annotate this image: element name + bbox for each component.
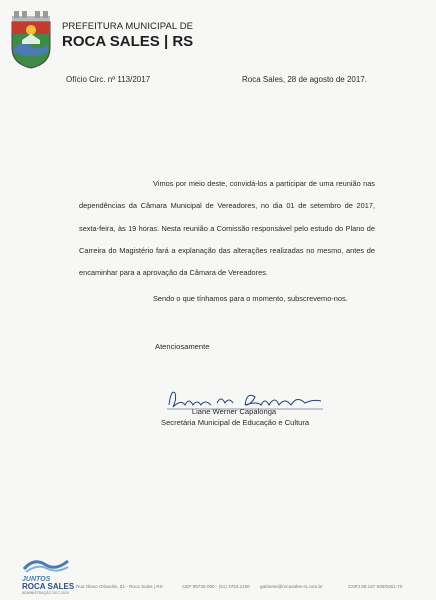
letterhead-line2: ROCA SALES | RS [62,33,194,50]
wave-icon [22,555,70,573]
letterhead-line1: PREFEITURA MUNICIPAL DE [62,21,194,32]
signer-name: Liane Werner Capalonga [191,407,277,416]
municipal-crest-icon [8,10,54,70]
signer-block [161,406,310,428]
footer-phone: CEP 95735-000 · (51) 3753.2100 [182,584,250,589]
letterhead [62,21,193,50]
logo-line1: JUNTOS [22,576,51,583]
document-reference: Ofício Circ. nº 113/2017 [66,75,151,84]
footer-email: gabinete@rocasales-rs.com.br [260,584,323,589]
juntos-roca-sales-logo [22,555,74,595]
closing-salutation: Atenciosamente [155,342,210,351]
document-date: Roca Sales, 28 de agosto de 2017. [242,75,367,84]
letter-body [79,173,375,311]
signer-title: Secretária Municipal de Educação e Cultura [161,418,310,427]
logo-line3: ADMINISTRAÇÃO 2017-2020 [22,591,69,595]
logo-line2: ROCA SALES [22,582,75,591]
body-paragraph: Vimos por meio deste, convidá-los a participar de uma reunião nas dependências da Câmara Municipal de Vereadores, no dia 01 de setembro de 2017, sexta-feira, às 19 horas. Nesta reunião a Comissão responsável pelo estudo do Plano de Carreira do Magistério fará a explanação das alterações realizadas no mesmo, antes de encaminhar para a aprovação da Câmara de Vereadores. [79,179,375,278]
footer-cnpj: CNPJ 88.187.935/0001-70 [348,584,403,589]
footer-address: Rua Olavo Orlandini, 51 - Roca Sales | RS [76,584,163,589]
body-paragraph: Sendo o que tínhamos para o momento, subscrevemo-nos. [153,294,348,304]
